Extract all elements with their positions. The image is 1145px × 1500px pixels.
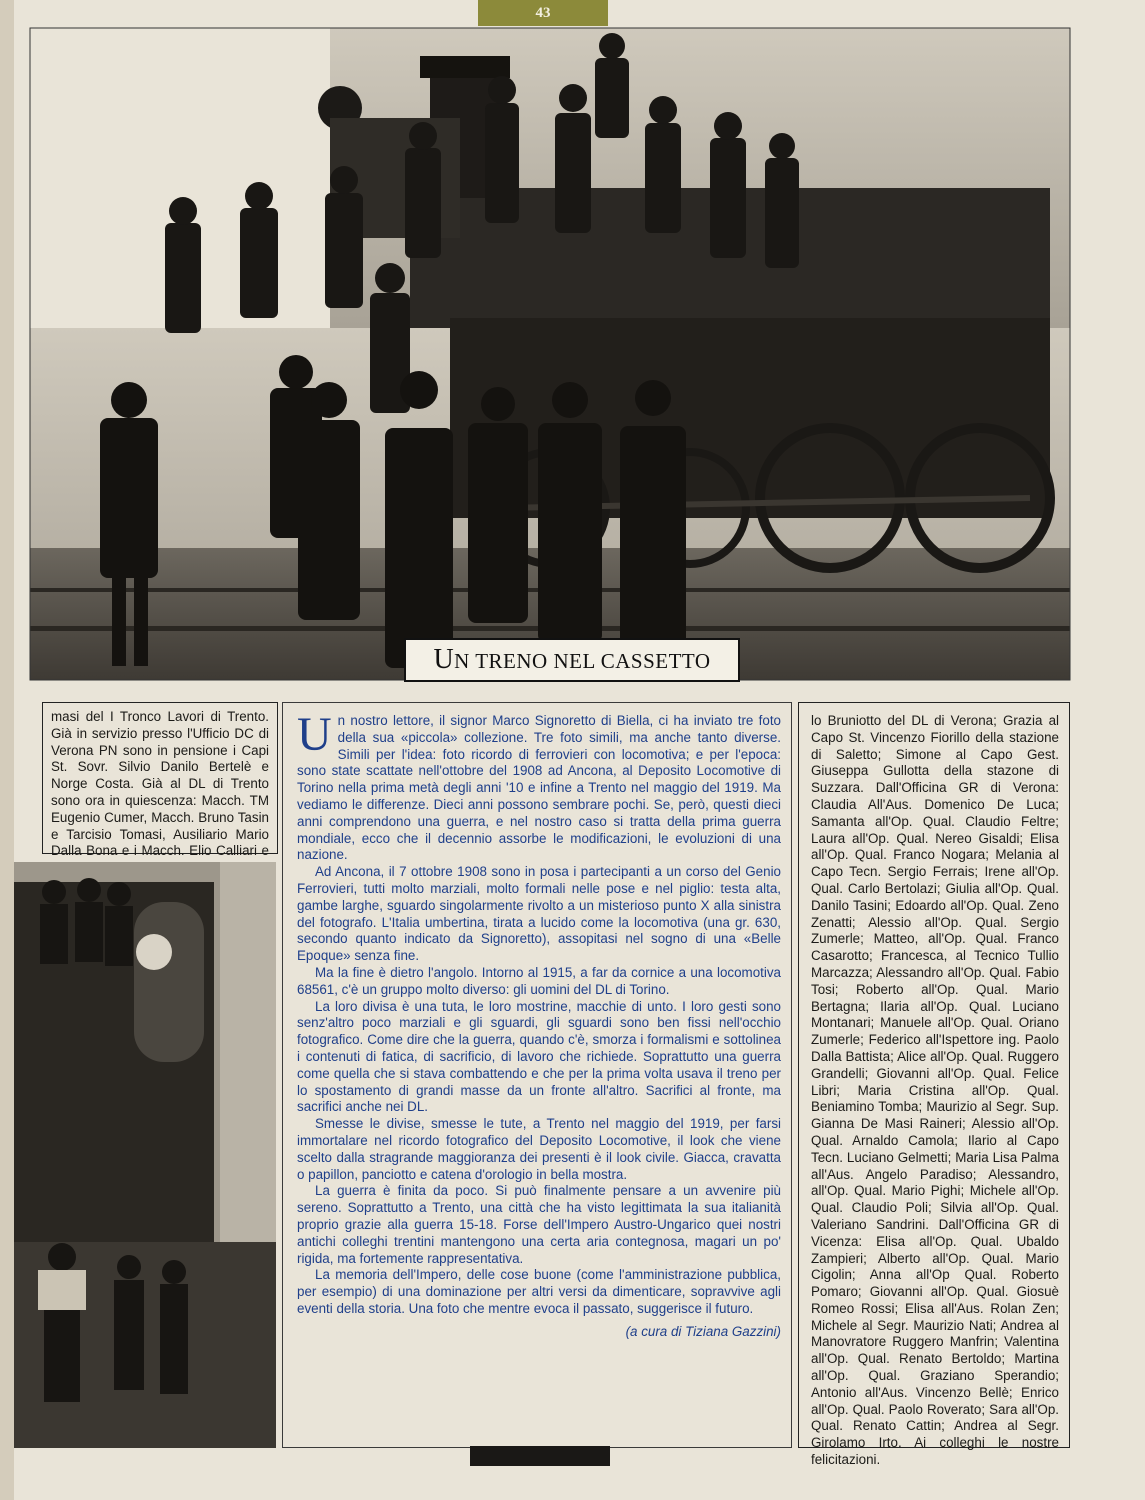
right-column-news (798, 702, 1070, 1468)
article-paragraph-7: La memoria dell'Impero, delle cose buone (come l'amministrazione pubblica, per esempio) di una dominazione per altri versi da dimenticare, sopravvive agli eventi della storia. Una foto che mentre evoca il passato, suggerisce il futuro. (297, 1267, 781, 1316)
caption-text: N TRENO NEL CASSETTO (454, 649, 711, 673)
right-column-text: lo Bruniotto del DL di Verona; Grazia al Capo St. Vincenzo Fiorillo della stazione di Saletto; Simone al Capo Gest. Giuseppa Gullotta della stazone di Suzzara. Dall'Officina GR di Verona: Claudia All'Aus. Domenico De Luca; Samanta all'Op. Qual. Claudio Feltre; Laura all'Op. Qual. Nereo Gisaldi; Elisa all'Op. Qual. Franco Nogara; Melania al Capo Tecn. Sergio Ferrais; Irene all'Op. Qual. Carlo Bertolazi; Giulia all'Op. Qual. Danilo Tasini; Edoardo all'Op. Qual. Zeno Zenatti; Alessio all'Op. Qual. Sergio Zumerle; Matteo, all'Op. Qual. Franco Casarotto; Francesca, al Tecnico Tullio Marcazza; Alessandro all'Op. Qual. Fabio Tosi; Roberto all'Op. Qual. Mario Bertagna; Ilaria all'Op. Qual. Luciano Montanari; Manuele all'Op. Qual. Oriano Zumerle; Federico all'Ispettore ing. Paolo Dalla Battista; Alice all'Op. Qual. Ruggero Grandelli; Giovanni all'Op. Qual. Felice Libri; Maria Cristina all'Op. Qual. Beniamino Tomba; Maurizio al Segr. Sup. Gianna De Masi Raineri; Alessio all'Op. Qual. Arnaldo Camola; Ilario al Capo Tecn. Luciano Gelmetti; Maria Lisa Palma all'Aus. Angelo Paradiso; Alessandro, all'Op. Qual. Mario Pighi; Michele all'Op. Qual. Claudio Poli; Silvia all'Op. Qual. Valeriano Sandrini. Dall'Officina GR di Vicenza: Elisa all'Op. Qual. Ubaldo Zampieri; Alberto all'Op. Qual. Mario Cigolin; Anna all'Op Qual. Roberto Pomaro; Giovanni all'Op. Qual. Giosuè Romeo Rossi; Elisa all'Aus. Rolan Zen; Michele al Segr. Maurizio Nati; Andrea al Manovratore Ruggero Manfrin; Valentina all'Op. Qual. Renato Bertoldo; Martina all'Op. Qual. Graziano Sperandio; Antonio all'Aus. Vincenzo Bellè; Enrico all'Op. Qual. Paolo Roverato; Sara all'Op. Qual. Renato Cattin; Andrea al Segr. Girolamo Irto. Ai colleghi le nostre felicitazioni. (811, 713, 1059, 1468)
article-paragraph-4: La loro divisa è una tuta, le loro mostrine, macchie di unto. I loro gesti sono senz'altro poco marziali e gli sguardi, gli sguardi sono ben fissi nell'occhio fotografico. Come dire che la guerra, quando c'è, smorza i formalismi e sottolinea i contenuti di fatica, di sacrificio, di lavoro che richiede. Soprattutto una guerra come quella che si stava combattendo e che per la prima volta usava il treno per lo spostamento di grandi masse da un fronte all'altro. Sacrifici al fronte, ma sacrifici anche nei DL. (297, 998, 781, 1115)
workers-locomotive-photo (14, 862, 276, 1448)
footer-bar (470, 1446, 610, 1466)
page-number: 43 (478, 0, 608, 26)
article-column (282, 702, 792, 1448)
article-paragraph-5: Smesse le divise, smesse le tute, a Trento nel maggio del 1919, per farsi immortalare nel ricordo fotografico del Deposito Locomotive, il look che viene scelto dalla stragrande maggioranza dei presenti è il look civile. Giacca, cravatta o papillon, panciotto e catena d'orologio in bella mostra. (297, 1116, 781, 1182)
article-paragraph-3: Ma la fine è dietro l'angolo. Intorno al 1915, a far da cornice a una locomotiva 68561, c'è un gruppo molto diverso: gli uomini del DL di Torino. (297, 964, 781, 997)
article-paragraph-1: Un nostro lettore, il signor Marco Signoretto di Biella, ci ha inviato tre foto della sua «piccola» collezione. Tre foto simili, ma anche tanto diverse. Simili per l'idea: foto ricordo di ferrovieri con locomotiva; e per l'epoca: sono state scattate nell'ottobre del 1908 ad Ancona, al Deposito Locomotive di Torino nella prima metà degli anni '10 e infine a Trento nel maggio del 1919. Ma vediamo le differenze. Dieci anni possono sembrare pochi. Se, però, questi dieci anni comprendono una guerra, e nel nostro caso si tratta della prima guerra mondiale, ecco che il decennio assorbe le modificazioni, le evoluzioni di una nazione. (297, 708, 781, 863)
article-credit: (a cura di Tiziana Gazzini) (625, 1323, 781, 1339)
article-paragraph-6: La guerra è finita da poco. Si può finalmente pensare a un avvenire più sereno. Soprattutto a Trento, una città che ha visto legittimata la sua italianità proprio grazie alla guerra 15-18. Forse dell'Impero Austro-Ungarico quei nostri antichi colleghi trentini mantengono una certa aria contegnosa, magari un po' rigida, ma fortemente rappresentativa. (297, 1183, 781, 1266)
locomotive-group-photo (30, 28, 1070, 680)
photo-caption (404, 638, 740, 682)
page-binding-edge (0, 0, 14, 1500)
left-column-news (42, 702, 278, 859)
secondary-photo (14, 862, 276, 1448)
caption-initial: U (433, 644, 455, 675)
article-paragraph-2: Ad Ancona, il 7 ottobre 1908 sono in posa i partecipanti a un corso del Genio Ferrovieri, tutti molto marziali, molto formali nelle pose e nel piglio: testa alta, gambe larghe, sguardo singolarmente rivolto a un misterioso punto X alla sinistra del fotografo. L'Italia umbertina, tirata a lucido come la locomotiva (una gr. 630, secondo quanto indicato da Signoretto), assopitasi nel sogno di una «Belle Epoque» senza fine. (297, 864, 781, 964)
drop-cap: U (297, 708, 332, 761)
left-column-intro: masi del I Tronco Lavori di Trento. Già in servizio presso l'Ufficio DC di Verona PN sono in pensione i Capi St. Sovr. Silvio Danilo Bertelè e Norge Costa. Già al DL di Trento sono ora in quiescenza: Macch. TM Eugenio Cumer, Macch. Bruno Tasin e Tarcisio Tomasi, Ausiliario Mario Dalla Bona e i Macch. Elio Calliari e (51, 709, 269, 859)
main-photo (30, 28, 1070, 680)
